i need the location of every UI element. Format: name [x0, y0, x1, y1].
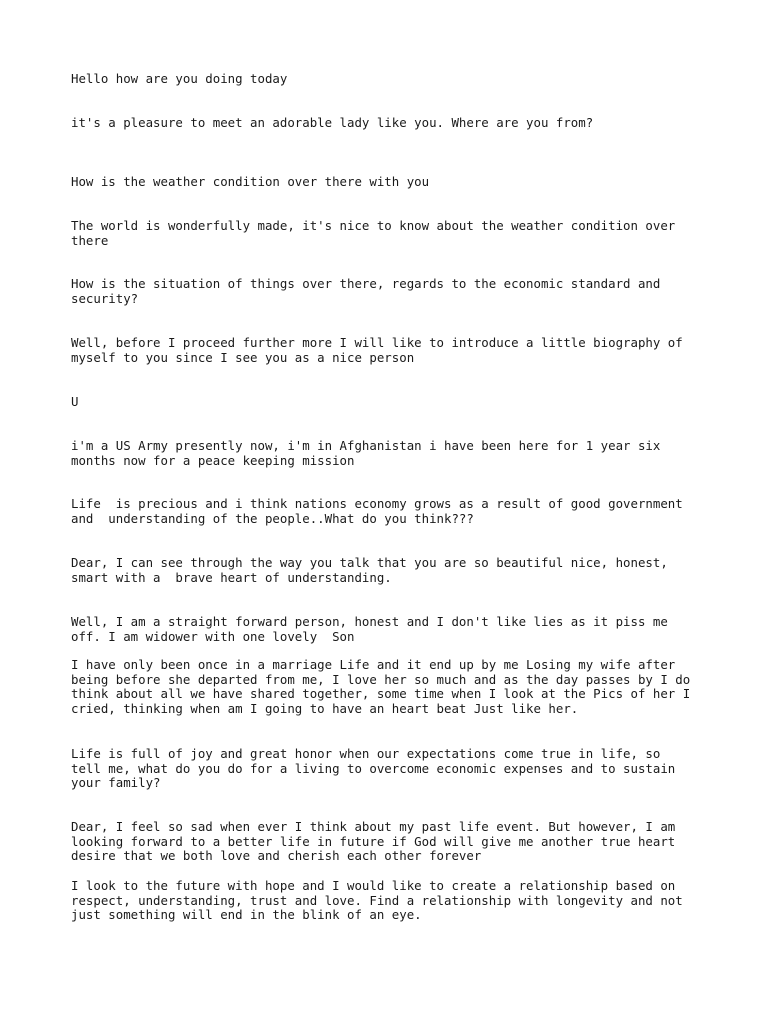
paragraph-straight-forward: Well, I am a straight forward person, honest and I don't like lies as it piss me off. I am widower with one lovely Son — [71, 614, 668, 644]
paragraph-life-precious: Life is precious and i think nations economy grows as a result of good government and understanding of the people..What do you think??? — [71, 496, 683, 526]
paragraph-army: i'm a US Army presently now, i'm in Afghanistan i have been here for 1 year six months now for a peace keeping mission — [71, 438, 661, 468]
paragraph-world: The world is wonderfully made, it's nice to know about the weather condition over there — [71, 218, 676, 248]
paragraph-pleasure: it's a pleasure to meet an adorable lady like you. Where are you from? — [71, 115, 594, 130]
paragraph-situation: How is the situation of things over there, regards to the economic standard and security? — [71, 276, 661, 306]
paragraph-u: U — [71, 394, 79, 409]
paragraph-biography: Well, before I proceed further more I will like to introduce a little biography of myself to you since I see you as a nice person — [71, 335, 683, 365]
paragraph-future-hope: I look to the future with hope and I would like to create a relationship based on respect, understanding, trust and love. Find a relationship with longevity and not just something will end in the blink of an eye. — [71, 878, 683, 923]
paragraph-weather-question: How is the weather condition over there with you — [71, 174, 430, 189]
paragraph-marriage: I have only been once in a marriage Life and it end up by me Losing my wife after being before she departed from me, I love her so much and as the day passes by I do think about all we have shared together, some time when I look at the Pics of her I cried, thinking when am I going to have an heart beat Just like her. — [71, 657, 691, 717]
paragraph-dear-sad: Dear, I feel so sad when ever I think about my past life event. But however, I am looking forward to a better life in future if God will give me another true heart desire that we both love and cherish each other forever — [71, 819, 676, 864]
paragraph-dear-beautiful: Dear, I can see through the way you talk that you are so beautiful nice, honest, smart with a brave heart of understanding. — [71, 555, 668, 585]
paragraph-life-joy: Life is full of joy and great honor when our expectations come true in life, so tell me, what do you do for a living to overcome economic expenses and to sustain your family? — [71, 746, 676, 791]
paragraph-greeting: Hello how are you doing today — [71, 71, 288, 86]
